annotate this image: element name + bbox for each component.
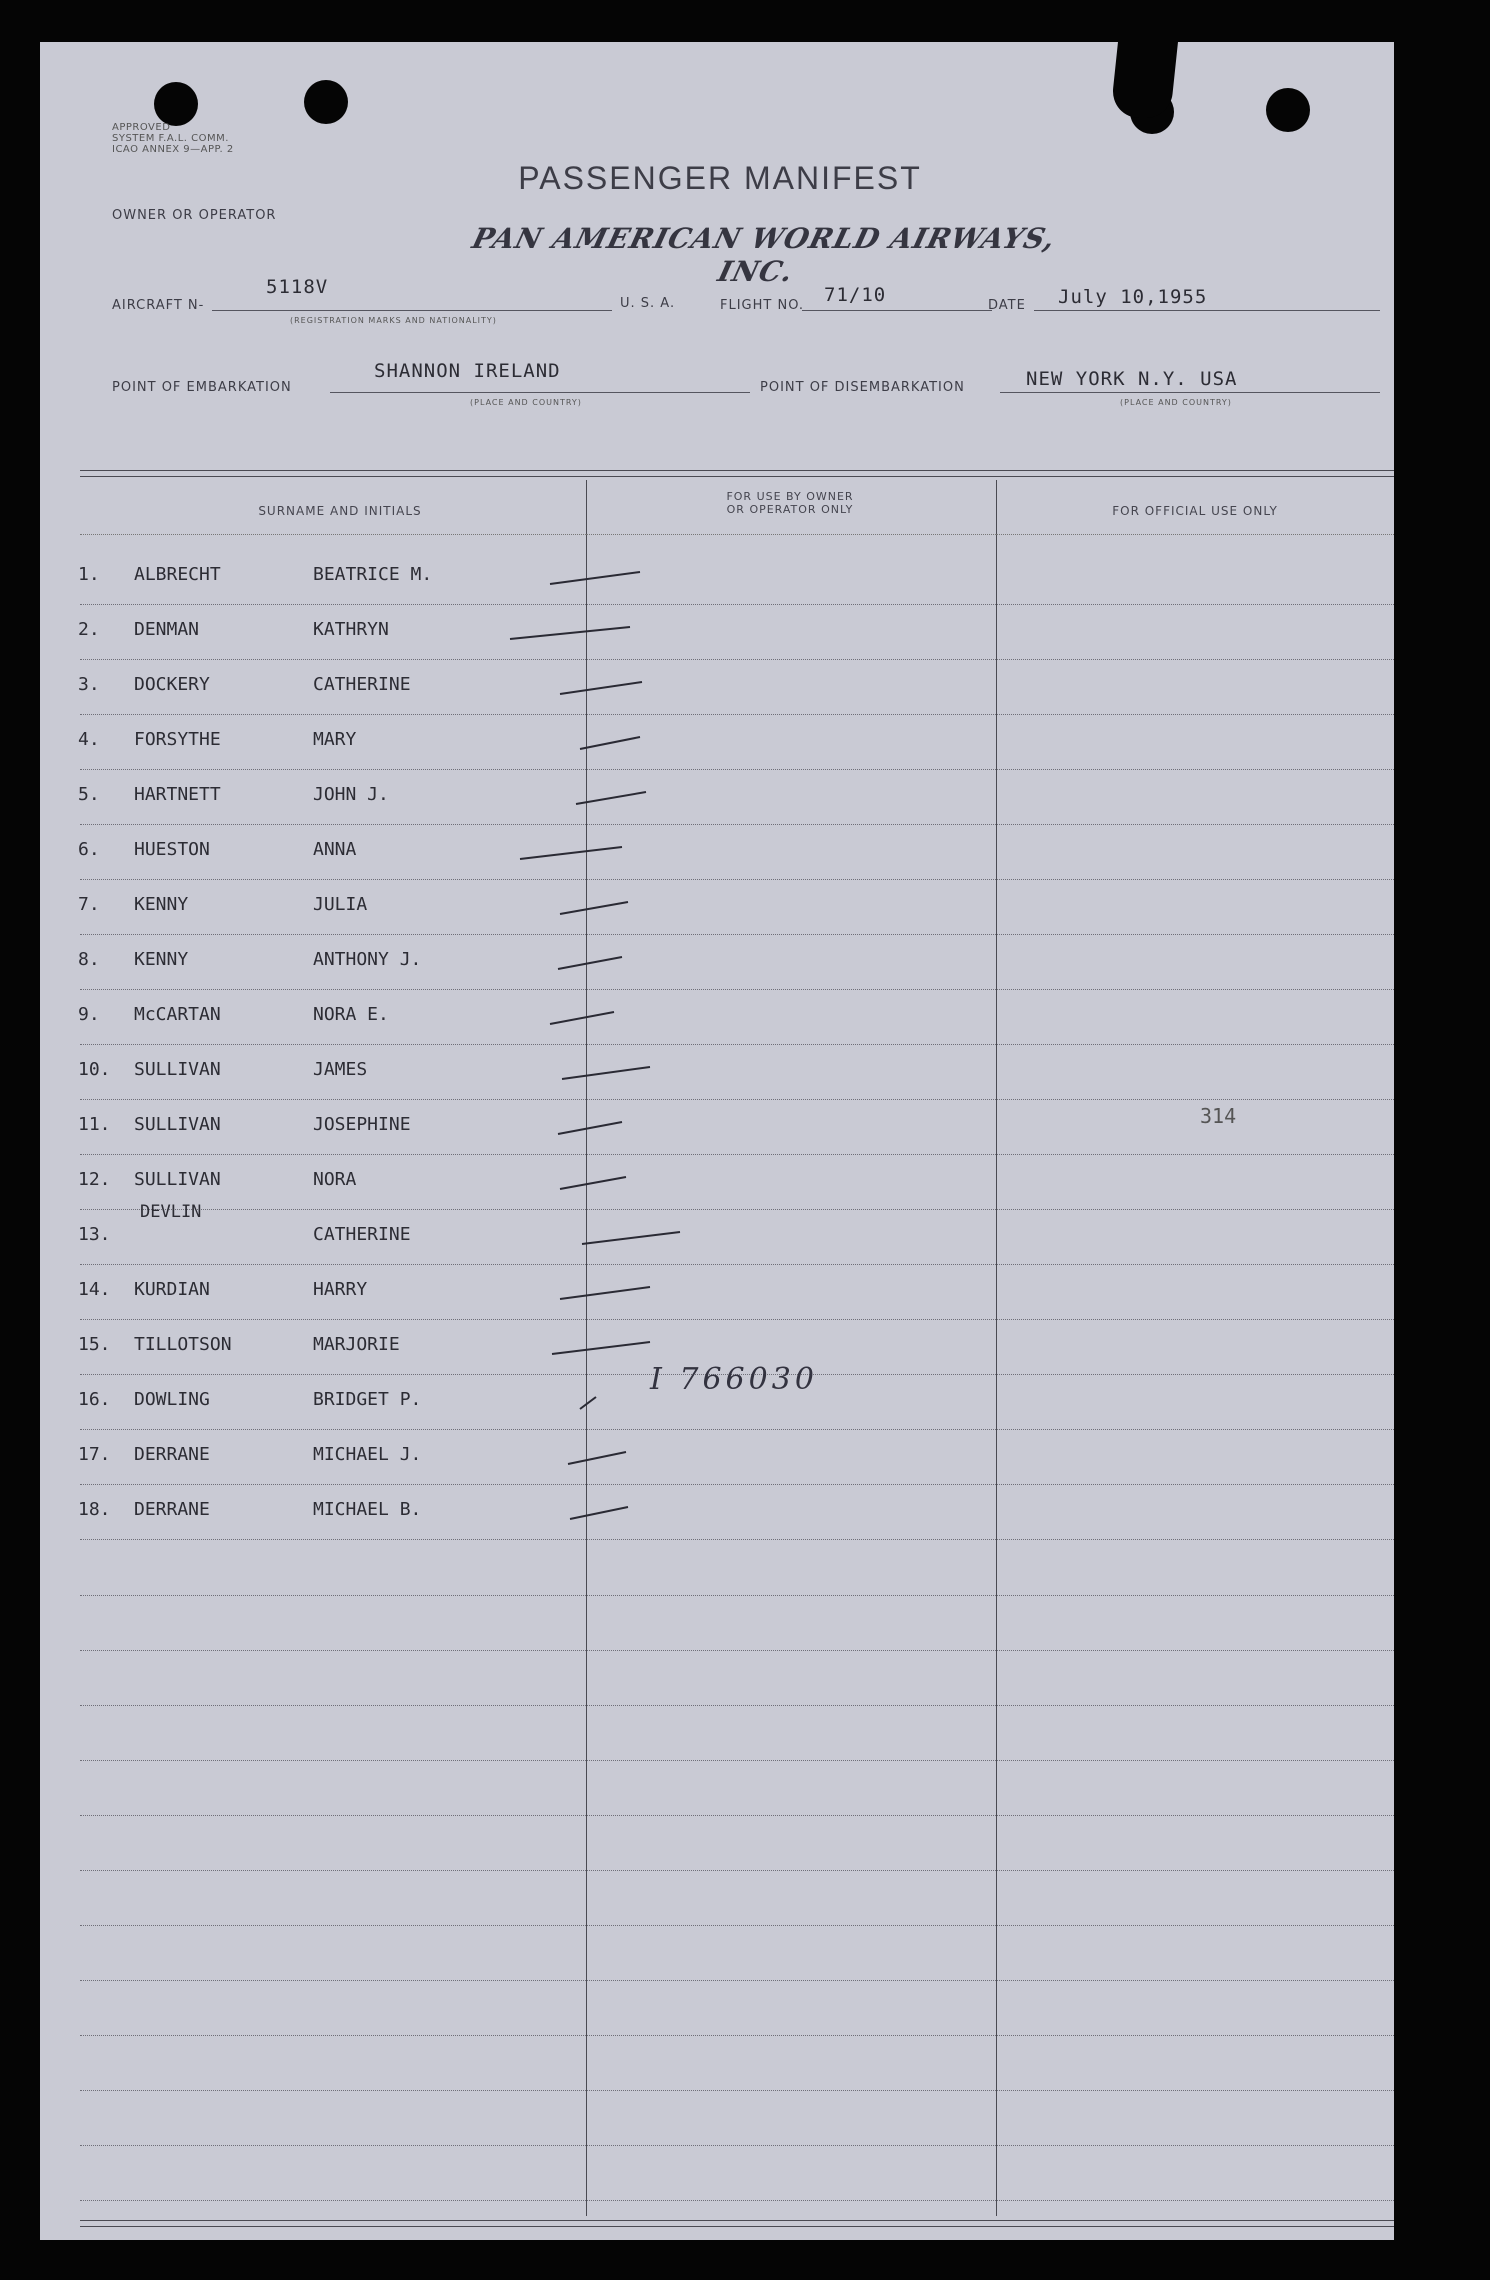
date-label: DATE bbox=[988, 298, 1026, 313]
given-names: NORA bbox=[313, 1169, 357, 1190]
pen-tick bbox=[562, 1067, 650, 1079]
given-names: KATHRYN bbox=[313, 619, 389, 640]
check-marks bbox=[40, 42, 1394, 2240]
surname: DEVLIN bbox=[140, 1202, 202, 1222]
disembark-sub: (PLACE AND COUNTRY) bbox=[1120, 398, 1232, 407]
col-owner-line: OR OPERATOR ONLY bbox=[726, 503, 854, 516]
pen-tick bbox=[582, 1232, 680, 1244]
row-number: 6. bbox=[78, 839, 100, 860]
aircraft-sub: (REGISTRATION MARKS AND NATIONALITY) bbox=[290, 316, 497, 325]
surname: FORSYTHE bbox=[134, 729, 221, 750]
surname: KENNY bbox=[134, 894, 189, 915]
approval-line: ICAO ANNEX 9—APP. 2 bbox=[112, 144, 234, 155]
pen-tick bbox=[568, 1452, 626, 1464]
given-names: ANTHONY J. bbox=[313, 949, 422, 970]
row-number: 16. bbox=[78, 1389, 111, 1410]
approval-line: SYSTEM F.A.L. COMM. bbox=[112, 133, 229, 144]
handwritten-note: I 766030 bbox=[650, 1362, 818, 1397]
operator-name: PAN AMERICAN WORLD AIRWAYS, INC. bbox=[468, 222, 1060, 288]
manifest-sheet bbox=[40, 42, 1394, 2240]
col-names-header: SURNAME AND INITIALS bbox=[258, 504, 422, 518]
pen-tick bbox=[550, 1012, 614, 1024]
given-names: BRIDGET P. bbox=[313, 1389, 422, 1410]
row-number: 15. bbox=[78, 1334, 111, 1355]
row-number: 18. bbox=[78, 1499, 111, 1520]
given-names: MARJORIE bbox=[313, 1334, 400, 1355]
row-number: 1. bbox=[78, 564, 100, 585]
row-number: 14. bbox=[78, 1279, 111, 1300]
surname: DERRANE bbox=[134, 1444, 210, 1465]
owner-label: OWNER OR OPERATOR bbox=[112, 208, 277, 223]
surname: DENMAN bbox=[134, 619, 200, 640]
approval-line: APPROVED bbox=[112, 122, 171, 133]
row-number: 13. bbox=[78, 1224, 111, 1245]
row-number: 11. bbox=[78, 1114, 111, 1135]
given-names: HARRY bbox=[313, 1279, 368, 1300]
surname: McCARTAN bbox=[134, 1004, 221, 1025]
surname: DERRANE bbox=[134, 1499, 210, 1520]
pen-tick bbox=[550, 572, 640, 584]
given-names: MARY bbox=[313, 729, 357, 750]
surname: HUESTON bbox=[134, 839, 210, 860]
row-number: 12. bbox=[78, 1169, 111, 1190]
given-names: CATHERINE bbox=[313, 674, 411, 695]
embark-value: SHANNON IRELAND bbox=[374, 360, 561, 382]
usa-label: U. S. A. bbox=[620, 296, 676, 311]
given-names: JOSEPHINE bbox=[313, 1114, 411, 1135]
official-note: 314 bbox=[1200, 1104, 1237, 1128]
pen-tick bbox=[552, 1342, 650, 1354]
col-official-header: FOR OFFICIAL USE ONLY bbox=[1112, 504, 1278, 518]
col-owner-line: FOR USE BY OWNER bbox=[726, 490, 854, 503]
disembark-value: NEW YORK N.Y. USA bbox=[1026, 368, 1238, 390]
row-number: 8. bbox=[78, 949, 100, 970]
row-number: 9. bbox=[78, 1004, 100, 1025]
pen-tick bbox=[558, 957, 622, 969]
given-names: JULIA bbox=[313, 894, 368, 915]
surname: KURDIAN bbox=[134, 1279, 210, 1300]
row-number: 4. bbox=[78, 729, 100, 750]
flight-value: 71/10 bbox=[824, 284, 887, 306]
given-names: CATHERINE bbox=[313, 1224, 411, 1245]
row-number: 7. bbox=[78, 894, 100, 915]
pen-tick bbox=[580, 737, 640, 749]
form-title: PASSENGER MANIFEST bbox=[518, 160, 922, 196]
flight-label: FLIGHT NO. bbox=[720, 298, 805, 313]
aircraft-label: AIRCRAFT N- bbox=[112, 298, 205, 313]
surname: SULLIVAN bbox=[134, 1169, 221, 1190]
row-number: 10. bbox=[78, 1059, 111, 1080]
surname: SULLIVAN bbox=[134, 1114, 221, 1135]
given-names: BEATRICE M. bbox=[313, 564, 433, 585]
pen-tick bbox=[570, 1507, 628, 1519]
surname: DOCKERY bbox=[134, 674, 210, 695]
surname: ALBRECHT bbox=[134, 564, 221, 585]
pen-tick bbox=[580, 1397, 596, 1409]
pen-tick bbox=[560, 1177, 626, 1189]
given-names: MICHAEL B. bbox=[313, 1499, 422, 1520]
row-number: 2. bbox=[78, 619, 100, 640]
row-number: 5. bbox=[78, 784, 100, 805]
row-number: 3. bbox=[78, 674, 100, 695]
embark-label: POINT OF EMBARKATION bbox=[112, 380, 292, 395]
pen-tick bbox=[520, 847, 622, 859]
pen-tick bbox=[510, 627, 630, 639]
date-value: July 10,1955 bbox=[1058, 286, 1208, 308]
surname: DOWLING bbox=[134, 1389, 210, 1410]
pen-tick bbox=[560, 682, 642, 694]
pen-tick bbox=[576, 792, 646, 804]
given-names: MICHAEL J. bbox=[313, 1444, 422, 1465]
surname: TILLOTSON bbox=[134, 1334, 232, 1355]
given-names: ANNA bbox=[313, 839, 357, 860]
disembark-label: POINT OF DISEMBARKATION bbox=[760, 380, 965, 395]
surname: KENNY bbox=[134, 949, 189, 970]
given-names: NORA E. bbox=[313, 1004, 389, 1025]
given-names: JAMES bbox=[313, 1059, 368, 1080]
embark-sub: (PLACE AND COUNTRY) bbox=[470, 398, 582, 407]
pen-tick bbox=[560, 902, 628, 914]
aircraft-value: 5118V bbox=[266, 276, 329, 298]
pen-tick bbox=[558, 1122, 622, 1134]
surname: HARTNETT bbox=[134, 784, 221, 805]
given-names: JOHN J. bbox=[313, 784, 389, 805]
pen-tick bbox=[560, 1287, 650, 1299]
surname: SULLIVAN bbox=[134, 1059, 221, 1080]
row-number: 17. bbox=[78, 1444, 111, 1465]
